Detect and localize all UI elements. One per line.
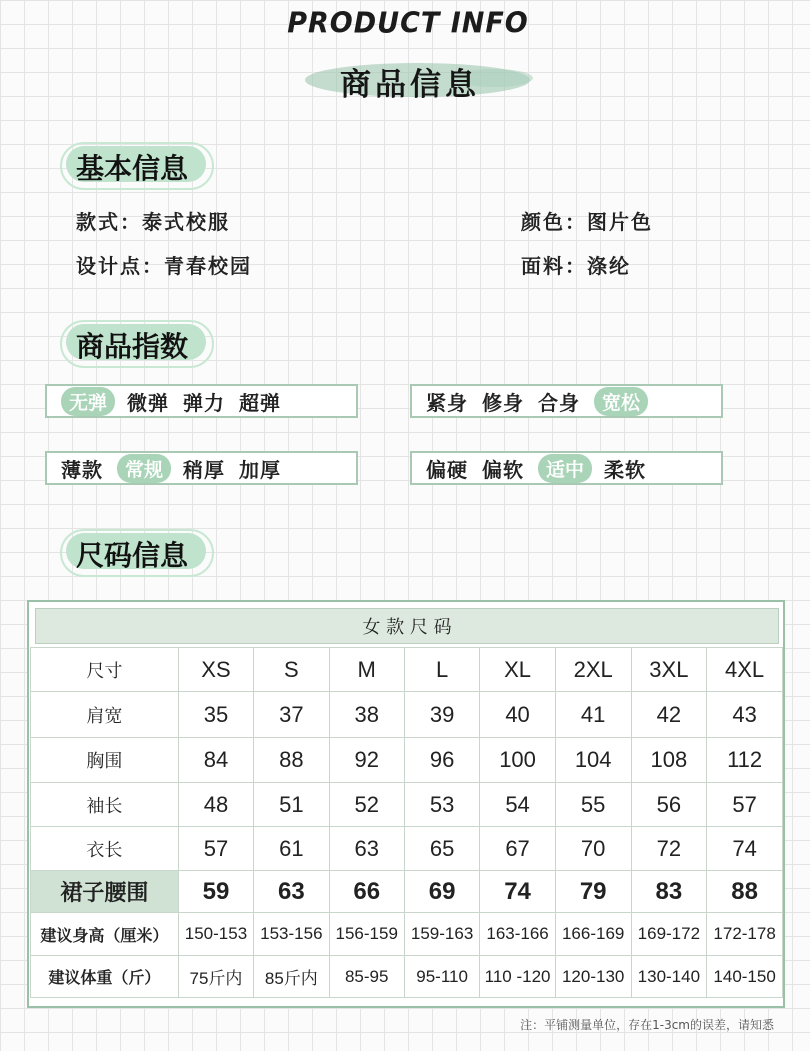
table-cell: 108 [631,738,707,783]
index-box-thickness [45,451,358,485]
index-option-fit-2: 合身 [538,390,580,415]
table-cell: 57 [707,783,783,827]
table-row [31,648,783,692]
index-option-thickness-0: 薄款 [61,457,103,482]
table-cell: 172-178 [707,913,783,956]
table-cell: 88 [707,871,783,913]
table-row [31,692,783,738]
index-option-elasticity-2: 弹力 [183,390,226,415]
table-cell: 51 [254,783,329,827]
index-option-fit-3: 宽松 [594,387,648,416]
section-index-title: 商品指数 [76,330,189,363]
table-cell: 96 [404,738,479,783]
index-option-thickness-1: 常规 [117,454,171,483]
index-option-elasticity-3: 超弹 [239,390,282,415]
row-label: 袖长 [31,783,179,827]
size-table-container [27,600,785,1008]
size-table [30,647,783,998]
table-cell: 72 [631,827,707,871]
index-option-softness-3: 柔软 [604,457,647,482]
index-box-fit [410,384,723,418]
table-cell: M [329,648,404,692]
table-cell: L [404,648,479,692]
table-cell: 150-153 [178,913,253,956]
table-cell: 69 [404,871,479,913]
table-cell: 74 [480,871,556,913]
info-color: 颜色：图片色 [521,210,653,234]
section-size-title: 尺码信息 [76,539,189,572]
table-cell: 65 [404,827,479,871]
table-cell: 100 [480,738,556,783]
table-cell: 79 [555,871,631,913]
index-box-softness [410,451,723,485]
table-cell: 2XL [555,648,631,692]
row-label: 建议身高（厘米） [31,913,179,956]
table-cell: 84 [178,738,253,783]
table-cell: 52 [329,783,404,827]
row-label: 裙子腰围 [31,871,179,913]
table-cell: 169-172 [631,913,707,956]
index-option-elasticity-0: 无弹 [61,387,115,416]
table-cell: 110 -120 [480,956,556,998]
table-cell: 43 [707,692,783,738]
table-cell: 159-163 [404,913,479,956]
table-row [31,783,783,827]
size-table-title: 女 款 尺 码 [35,608,779,644]
table-cell: 39 [404,692,479,738]
table-cell: XS [178,648,253,692]
title-english: PRODUCT INFO [287,7,529,40]
table-row [31,738,783,783]
info-design: 设计点：青春校园 [76,254,252,278]
measurement-note: 注：平铺测量单位，存在1-3cm的误差，请知悉 [520,1018,774,1032]
table-cell: 56 [631,783,707,827]
table-row [31,827,783,871]
table-cell: 63 [254,871,329,913]
row-label: 胸围 [31,738,179,783]
table-cell: 48 [178,783,253,827]
table-cell: 85-95 [329,956,404,998]
table-cell: 53 [404,783,479,827]
index-option-thickness-3: 加厚 [239,457,282,482]
table-cell: 54 [480,783,556,827]
table-cell: 40 [480,692,556,738]
table-cell: 75斤内 [178,956,253,998]
table-cell: 166-169 [555,913,631,956]
table-cell: 156-159 [329,913,404,956]
table-cell: 104 [555,738,631,783]
row-label: 肩宽 [31,692,179,738]
index-option-fit-1: 修身 [482,390,524,415]
row-label: 衣长 [31,827,179,871]
table-row [31,871,783,913]
table-cell: 3XL [631,648,707,692]
table-cell: 57 [178,827,253,871]
index-option-softness-1: 偏软 [482,457,524,482]
table-cell: 61 [254,827,329,871]
table-cell: XL [480,648,556,692]
index-option-thickness-2: 稍厚 [183,457,226,482]
table-cell: 85斤内 [254,956,329,998]
table-cell: 67 [480,827,556,871]
section-basic-title: 基本信息 [76,152,189,185]
table-cell: 70 [555,827,631,871]
table-cell: 4XL [707,648,783,692]
table-cell: 66 [329,871,404,913]
title-chinese: 商品信息 [340,67,480,103]
table-cell: 130-140 [631,956,707,998]
table-cell: 88 [254,738,329,783]
index-option-elasticity-1: 微弹 [127,390,170,415]
index-option-softness-2: 适中 [538,454,592,483]
table-row [31,956,783,998]
table-cell: 92 [329,738,404,783]
row-label: 建议体重（斤） [31,956,179,998]
table-cell: 41 [555,692,631,738]
info-style: 款式：泰式校服 [76,210,230,234]
table-cell: 55 [555,783,631,827]
table-cell: 95-110 [404,956,479,998]
table-cell: 83 [631,871,707,913]
table-cell: 112 [707,738,783,783]
index-option-fit-0: 紧身 [426,390,468,415]
table-cell: S [254,648,329,692]
table-cell: 163-166 [480,913,556,956]
table-cell: 38 [329,692,404,738]
table-cell: 63 [329,827,404,871]
table-cell: 42 [631,692,707,738]
table-cell: 37 [254,692,329,738]
table-row [31,913,783,956]
index-box-elasticity [45,384,358,418]
table-cell: 35 [178,692,253,738]
index-option-softness-0: 偏硬 [426,457,468,482]
table-cell: 120-130 [555,956,631,998]
title-chinese-wrap [305,55,535,101]
row-label: 尺寸 [31,648,179,692]
info-fabric: 面料：涤纶 [521,254,631,278]
table-cell: 59 [178,871,253,913]
table-cell: 74 [707,827,783,871]
table-cell: 140-150 [707,956,783,998]
table-cell: 153-156 [254,913,329,956]
